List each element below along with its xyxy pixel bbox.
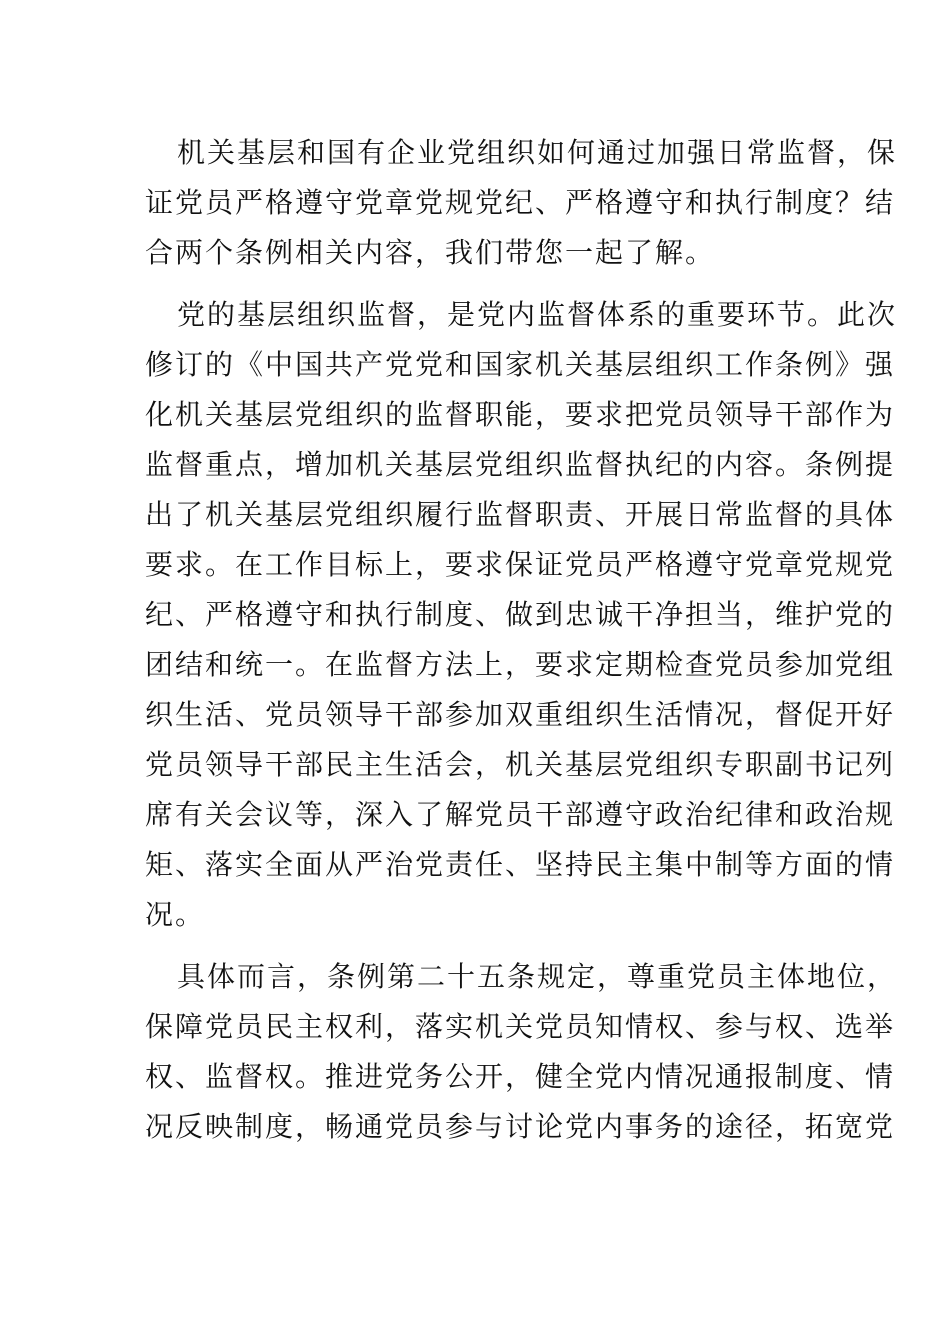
text-line: 团结和统一。在监督方法上，要求定期检查党员参加党组: [145, 648, 896, 681]
text-line: 证党员严格遵守党章党规党纪、严格遵守和执行制度？结: [145, 186, 896, 219]
text-line: 况反映制度，畅通党员参与讨论党内事务的途径，拓宽党: [145, 1110, 896, 1143]
paragraph-1: [145, 128, 898, 278]
text-line: 党员领导干部民主生活会，机关基层党组织专职副书记列: [145, 748, 896, 781]
text-line: 合两个条例相关内容，我们带您一起了解。: [145, 236, 716, 269]
text-line: 党的基层组织监督，是党内监督体系的重要环节。此次: [177, 298, 898, 331]
text-line: 织生活、党员领导干部参加双重组织生活情况，督促开好: [145, 698, 896, 731]
text-line: 化机关基层党组织的监督职能，要求把党员领导干部作为: [145, 398, 896, 431]
text-line: 要求。在工作目标上，要求保证党员严格遵守党章党规党: [145, 548, 896, 581]
text-line: 纪、严格遵守和执行制度、做到忠诚干净担当，维护党的: [145, 598, 896, 631]
paragraph-3: [145, 952, 898, 1152]
text-line: 出了机关基层党组织履行监督职责、开展日常监督的具体: [145, 498, 896, 531]
text-line: 机关基层和国有企业党组织如何通过加强日常监督，保: [177, 136, 898, 169]
text-line: 况。: [145, 898, 206, 931]
paragraph-2: [145, 290, 898, 940]
text-line: 保障党员民主权利，落实机关党员知情权、参与权、选举: [145, 1010, 896, 1043]
text-line: 席有关会议等，深入了解党员干部遵守政治纪律和政治规: [145, 798, 896, 831]
text-line: 修订的《中国共产党党和国家机关基层组织工作条例》强: [145, 348, 896, 381]
text-line: 权、监督权。推进党务公开，健全党内情况通报制度、情: [145, 1060, 896, 1093]
document-body: [145, 128, 898, 1164]
text-line: 监督重点，增加机关基层党组织监督执纪的内容。条例提: [145, 448, 896, 481]
text-line: 具体而言，条例第二十五条规定，尊重党员主体地位，: [177, 960, 898, 993]
text-line: 矩、落实全面从严治党责任、坚持民主集中制等方面的情: [145, 848, 896, 881]
